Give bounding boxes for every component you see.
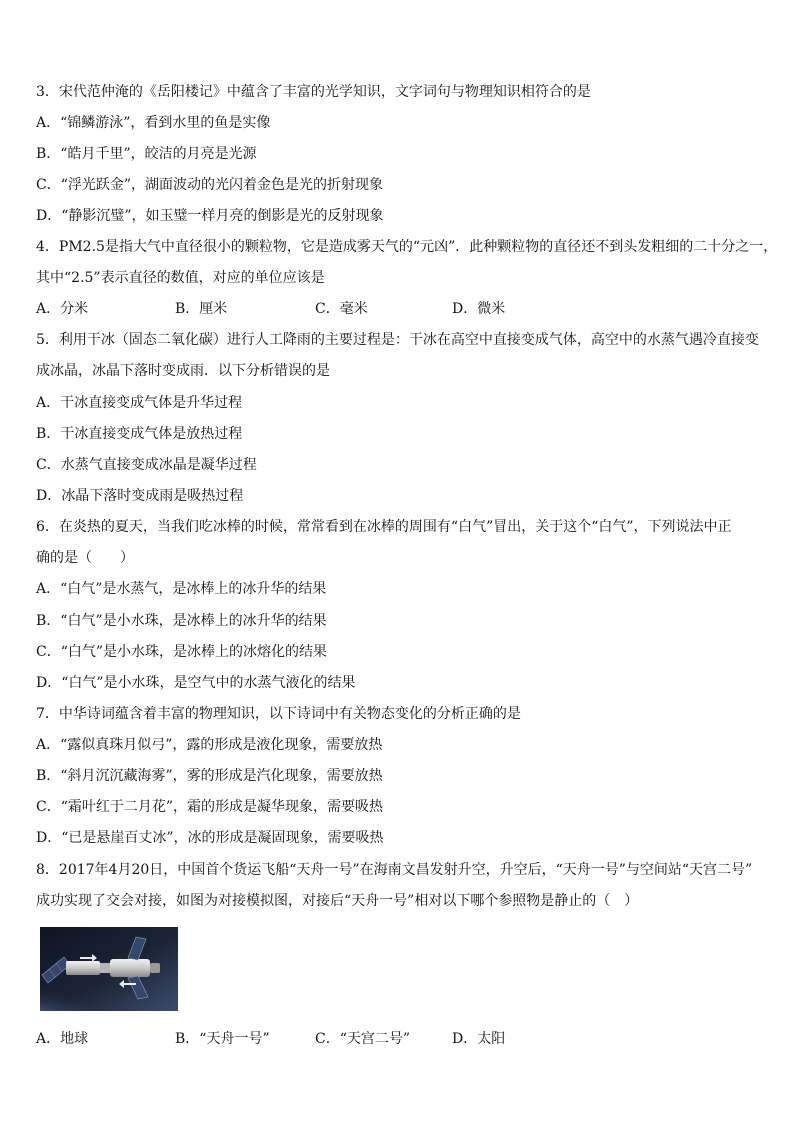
question-7-option-b: B．“斜月沉沉藏海雾”，雾的形成是汽化现象，需要放热 xyxy=(36,768,383,784)
question-4-options xyxy=(36,300,764,318)
question-8-stem-line-2: 成功实现了交会对接，如图为对接模拟图，对接后“天舟一号”相对以下哪个参照物是静止的（ ） xyxy=(36,893,639,909)
question-6-stem-line-2: 确的是（ ） xyxy=(36,550,134,566)
question-5-option-c: C．水蒸气直接变成冰晶是凝华过程 xyxy=(36,457,257,473)
question-6-stem-line-1: 6．在炎热的夏天，当我们吃冰棒的时候，常常看到在冰棒的周围有“白气”冒出，关于这个“白气”，下列说法中正 xyxy=(36,519,732,535)
tiangong-module xyxy=(110,959,150,977)
question-3-option-b: B．“皓月千里”，皎洁的月亮是光源 xyxy=(36,146,257,162)
question-8-stem-line-1: 8．2017年4月20日，中国首个货运飞船“天舟一号”在海南文昌发射升空，升空后，“天舟一号”与空间站“天宫二号” xyxy=(36,862,753,878)
question-6-option-d: D．“白气”是小水珠，是空气中的水蒸气液化的结果 xyxy=(36,675,356,691)
question-3-stem: 3．宋代范仲淹的《岳阳楼记》中蕴含了丰富的光学知识，文字词句与物理知识相符合的是 xyxy=(36,84,591,100)
question-5-option-b: B．干冰直接变成气体是放热过程 xyxy=(36,426,243,442)
tianzhou-module xyxy=(66,961,100,975)
question-6-option-b: B．“白气”是小水珠，是冰棒上的冰升华的结果 xyxy=(36,613,327,629)
question-5-option-d: D．冰晶下落时变成雨是吸热过程 xyxy=(36,488,244,504)
docking-port xyxy=(100,963,110,973)
question-7-option-a: A．“露似真珠月似弓”，露的形成是液化现象，需要放热 xyxy=(36,737,383,753)
question-3-option-a: A．“锦鳞游泳”，看到水里的鱼是实像 xyxy=(36,115,271,131)
question-7-option-d: D．“已是悬崖百丈冰”，冰的形成是凝固现象，需要吸热 xyxy=(36,830,384,846)
question-5-stem-line-1: 5．利用干冰（固态二氧化碳）进行人工降雨的主要过程是：干冰在高空中直接变成气体，高空中的水蒸气遇冷直接变 xyxy=(36,332,759,348)
question-3-option-c: C．“浮光跃金”，湖面波动的光闪着金色是光的折射现象 xyxy=(36,177,384,193)
question-8-option-a: A．地球 xyxy=(36,1031,89,1047)
question-8-option-c: C．“天宫二号” xyxy=(315,1031,411,1047)
question-4-stem-line-2: 其中“2.5”表示直径的数值，对应的单位应该是 xyxy=(36,270,325,286)
question-3-option-d: D．“静影沉璧”，如玉璧一样月亮的倒影是光的反射现象 xyxy=(36,208,384,224)
question-8-option-b: B．“天舟一号” xyxy=(175,1031,270,1047)
question-7-option-c: C．“霜叶红于二月花”，霜的形成是凝华现象，需要吸热 xyxy=(36,799,384,815)
spacecraft-docking-image xyxy=(40,927,178,1011)
question-4-stem-line-1: 4．PM2.5是指大气中直径很小的颗粒物，它是造成雾天气的“元凶”．此种颗粒物的直径还不到头发粗细的二十分之一， xyxy=(36,239,778,255)
question-4-option-d: D．微米 xyxy=(452,301,506,317)
question-7-stem: 7．中华诗词蕴含着丰富的物理知识，以下诗词中有关物态变化的分析正确的是 xyxy=(36,706,521,722)
question-4-option-c: C．毫米 xyxy=(315,301,368,317)
question-6-option-c: C．“白气”是小水珠，是冰棒上的冰熔化的结果 xyxy=(36,644,328,660)
question-5-stem-line-2: 成冰晶，冰晶下落时变成雨．以下分析错误的是 xyxy=(36,363,330,379)
tiangong-tail xyxy=(150,963,160,973)
spacecraft-docking-svg xyxy=(40,927,178,1011)
question-4-option-b: B．厘米 xyxy=(175,301,228,317)
question-6-option-a: A．“白气”是水蒸气，是冰棒上的冰升华的结果 xyxy=(36,581,327,597)
question-5-option-a: A．干冰直接变成气体是升华过程 xyxy=(36,395,243,411)
question-8-option-d: D．太阳 xyxy=(452,1031,506,1047)
question-4-option-a: A．分米 xyxy=(36,301,89,317)
question-8-options xyxy=(36,1030,764,1048)
